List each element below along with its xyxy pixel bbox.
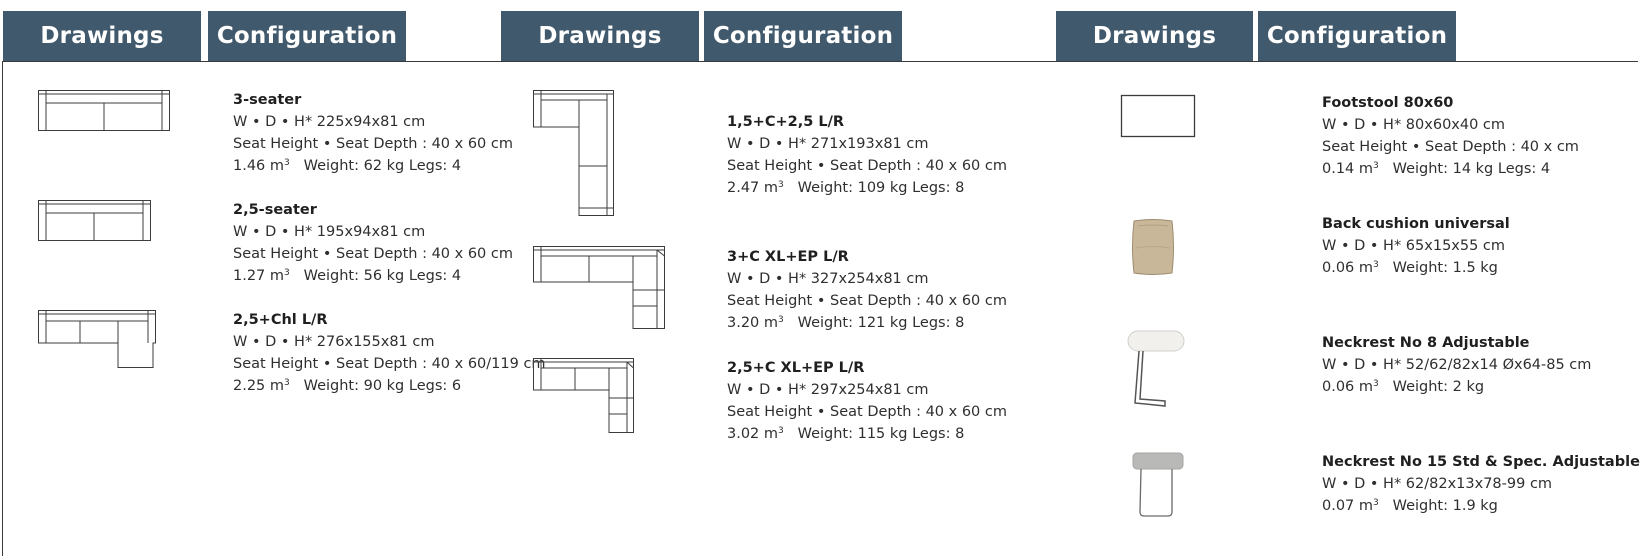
item-volume-weight <box>727 423 1007 445</box>
item-seat: Seat Height • Seat Depth : 40 x 60 cm <box>233 136 513 152</box>
neckrest-no8-image <box>1125 328 1187 408</box>
item-name: Neckrest No 8 Adjustable <box>1322 335 1530 351</box>
volume-unit-sup: 3 <box>1373 260 1379 270</box>
item-volume-weight <box>1322 158 1579 180</box>
item-seat: Seat Height • Seat Depth : 40 x 60 cm <box>727 293 1007 309</box>
item-seat: Seat Height • Seat Depth : 40 x 60 cm <box>727 158 1007 174</box>
item-name: 2,5-seater <box>233 202 317 218</box>
volume-unit-sup: 3 <box>778 426 784 436</box>
item-weight-legs: Weight: 109 kg Legs: 8 <box>797 180 965 196</box>
item-volume: 0.06 m <box>1322 379 1374 395</box>
item-volume: 0.07 m <box>1322 498 1374 514</box>
volume-unit-sup: 3 <box>1373 379 1379 389</box>
volume-unit-sup: 3 <box>284 378 290 388</box>
tab-configuration-2: Configuration <box>704 11 902 61</box>
spec-3-c-xl-ep <box>727 246 1007 334</box>
spec-footstool <box>1322 92 1579 180</box>
item-dimensions: W • D • H* 271x193x81 cm <box>727 136 929 152</box>
item-volume: 3.20 m <box>727 315 779 331</box>
volume-unit-sup: 3 <box>778 180 784 190</box>
volume-unit-sup: 3 <box>778 315 784 325</box>
item-weight-legs: Weight: 1.5 kg <box>1392 260 1498 276</box>
item-volume: 1.27 m <box>233 268 285 284</box>
item-dimensions: W • D • H* 327x254x81 cm <box>727 271 929 287</box>
item-dimensions: W • D • H* 195x94x81 cm <box>233 224 426 240</box>
spec-neckrest-no8 <box>1322 332 1591 398</box>
item-weight-legs: Weight: 115 kg Legs: 8 <box>797 426 965 442</box>
spec-neckrest-no15 <box>1322 451 1640 517</box>
drawing-3-seater <box>38 90 170 132</box>
item-volume: 1.46 m <box>233 158 285 174</box>
item-volume: 2.25 m <box>233 378 285 394</box>
item-seat: Seat Height • Seat Depth : 40 x 60/119 cm <box>233 356 546 372</box>
back-cushion-image <box>1130 218 1176 276</box>
tab-drawings-3: Drawings <box>1056 11 1253 61</box>
item-volume-weight <box>727 312 1007 334</box>
item-dimensions: W • D • H* 297x254x81 cm <box>727 382 929 398</box>
drawing-2-5-seater <box>38 200 151 242</box>
drawing-2-5-c-xl-ep <box>533 358 635 434</box>
volume-unit-sup: 3 <box>1373 498 1379 508</box>
volume-unit-sup: 3 <box>284 268 290 278</box>
item-seat: Seat Height • Seat Depth : 40 x 60 cm <box>233 246 513 262</box>
item-weight-legs: Weight: 2 kg <box>1392 379 1485 395</box>
item-dimensions: W • D • H* 52/62/82x14 Øx64-85 cm <box>1322 357 1592 373</box>
spec-2-5-c-xl-ep <box>727 357 1007 445</box>
item-name: Footstool 80x60 <box>1322 95 1454 111</box>
item-seat: Seat Height • Seat Depth : 40 x cm <box>1322 139 1579 155</box>
tab-configuration-3: Configuration <box>1258 11 1456 61</box>
drawing-footstool <box>1121 95 1195 137</box>
item-dimensions: W • D • H* 276x155x81 cm <box>233 334 435 350</box>
item-volume: 3.02 m <box>727 426 779 442</box>
item-volume: 0.06 m <box>1322 260 1374 276</box>
item-weight-legs: Weight: 121 kg Legs: 8 <box>797 315 965 331</box>
item-name: 1,5+C+2,5 L/R <box>727 114 845 130</box>
item-name: 2,5+Chl L/R <box>233 312 328 328</box>
item-weight-legs: Weight: 62 kg Legs: 4 <box>303 158 462 174</box>
item-volume-weight <box>233 265 513 287</box>
item-volume-weight <box>1322 257 1510 279</box>
item-weight-legs: Weight: 1.9 kg <box>1392 498 1498 514</box>
volume-unit-sup: 3 <box>284 158 290 168</box>
item-dimensions: W • D • H* 62/82x13x78-99 cm <box>1322 476 1553 492</box>
item-seat: Seat Height • Seat Depth : 40 x 60 cm <box>727 404 1007 420</box>
item-weight-legs: Weight: 56 kg Legs: 4 <box>303 268 462 284</box>
tab-drawings-1: Drawings <box>3 11 201 61</box>
item-dimensions: W • D • H* 80x60x40 cm <box>1322 117 1506 133</box>
item-name: 3-seater <box>233 92 302 108</box>
spec-2-5-seater <box>233 199 513 287</box>
item-volume-weight <box>1322 495 1640 517</box>
spec-1-5-c-2-5 <box>727 111 1007 199</box>
item-weight-legs: Weight: 14 kg Legs: 4 <box>1392 161 1551 177</box>
item-volume: 0.14 m <box>1322 161 1374 177</box>
item-dimensions: W • D • H* 225x94x81 cm <box>233 114 426 130</box>
item-volume-weight <box>727 177 1007 199</box>
drawing-2-5-chl <box>38 310 156 368</box>
item-volume-weight <box>233 155 513 177</box>
tab-configuration-1: Configuration <box>208 11 406 61</box>
item-weight-legs: Weight: 90 kg Legs: 6 <box>303 378 462 394</box>
item-volume-weight <box>1322 376 1591 398</box>
tab-drawings-2: Drawings <box>501 11 699 61</box>
volume-unit-sup: 3 <box>1373 161 1379 171</box>
spec-2-5-chl <box>233 309 546 397</box>
item-name: Back cushion universal <box>1322 216 1510 232</box>
drawing-1-5-c-2-5 <box>533 90 617 216</box>
neckrest-no15-image <box>1130 450 1186 520</box>
item-name: 2,5+C XL+EP L/R <box>727 360 865 376</box>
drawing-3-c-xl-ep <box>533 246 665 330</box>
spec-back-cushion <box>1322 213 1510 279</box>
item-name: Neckrest No 15 Std & Spec. Adjustable <box>1322 454 1640 470</box>
item-volume: 2.47 m <box>727 180 779 196</box>
spec-3-seater <box>233 89 513 177</box>
item-volume-weight <box>233 375 546 397</box>
item-name: 3+C XL+EP L/R <box>727 249 849 265</box>
item-dimensions: W • D • H* 65x15x55 cm <box>1322 238 1506 254</box>
